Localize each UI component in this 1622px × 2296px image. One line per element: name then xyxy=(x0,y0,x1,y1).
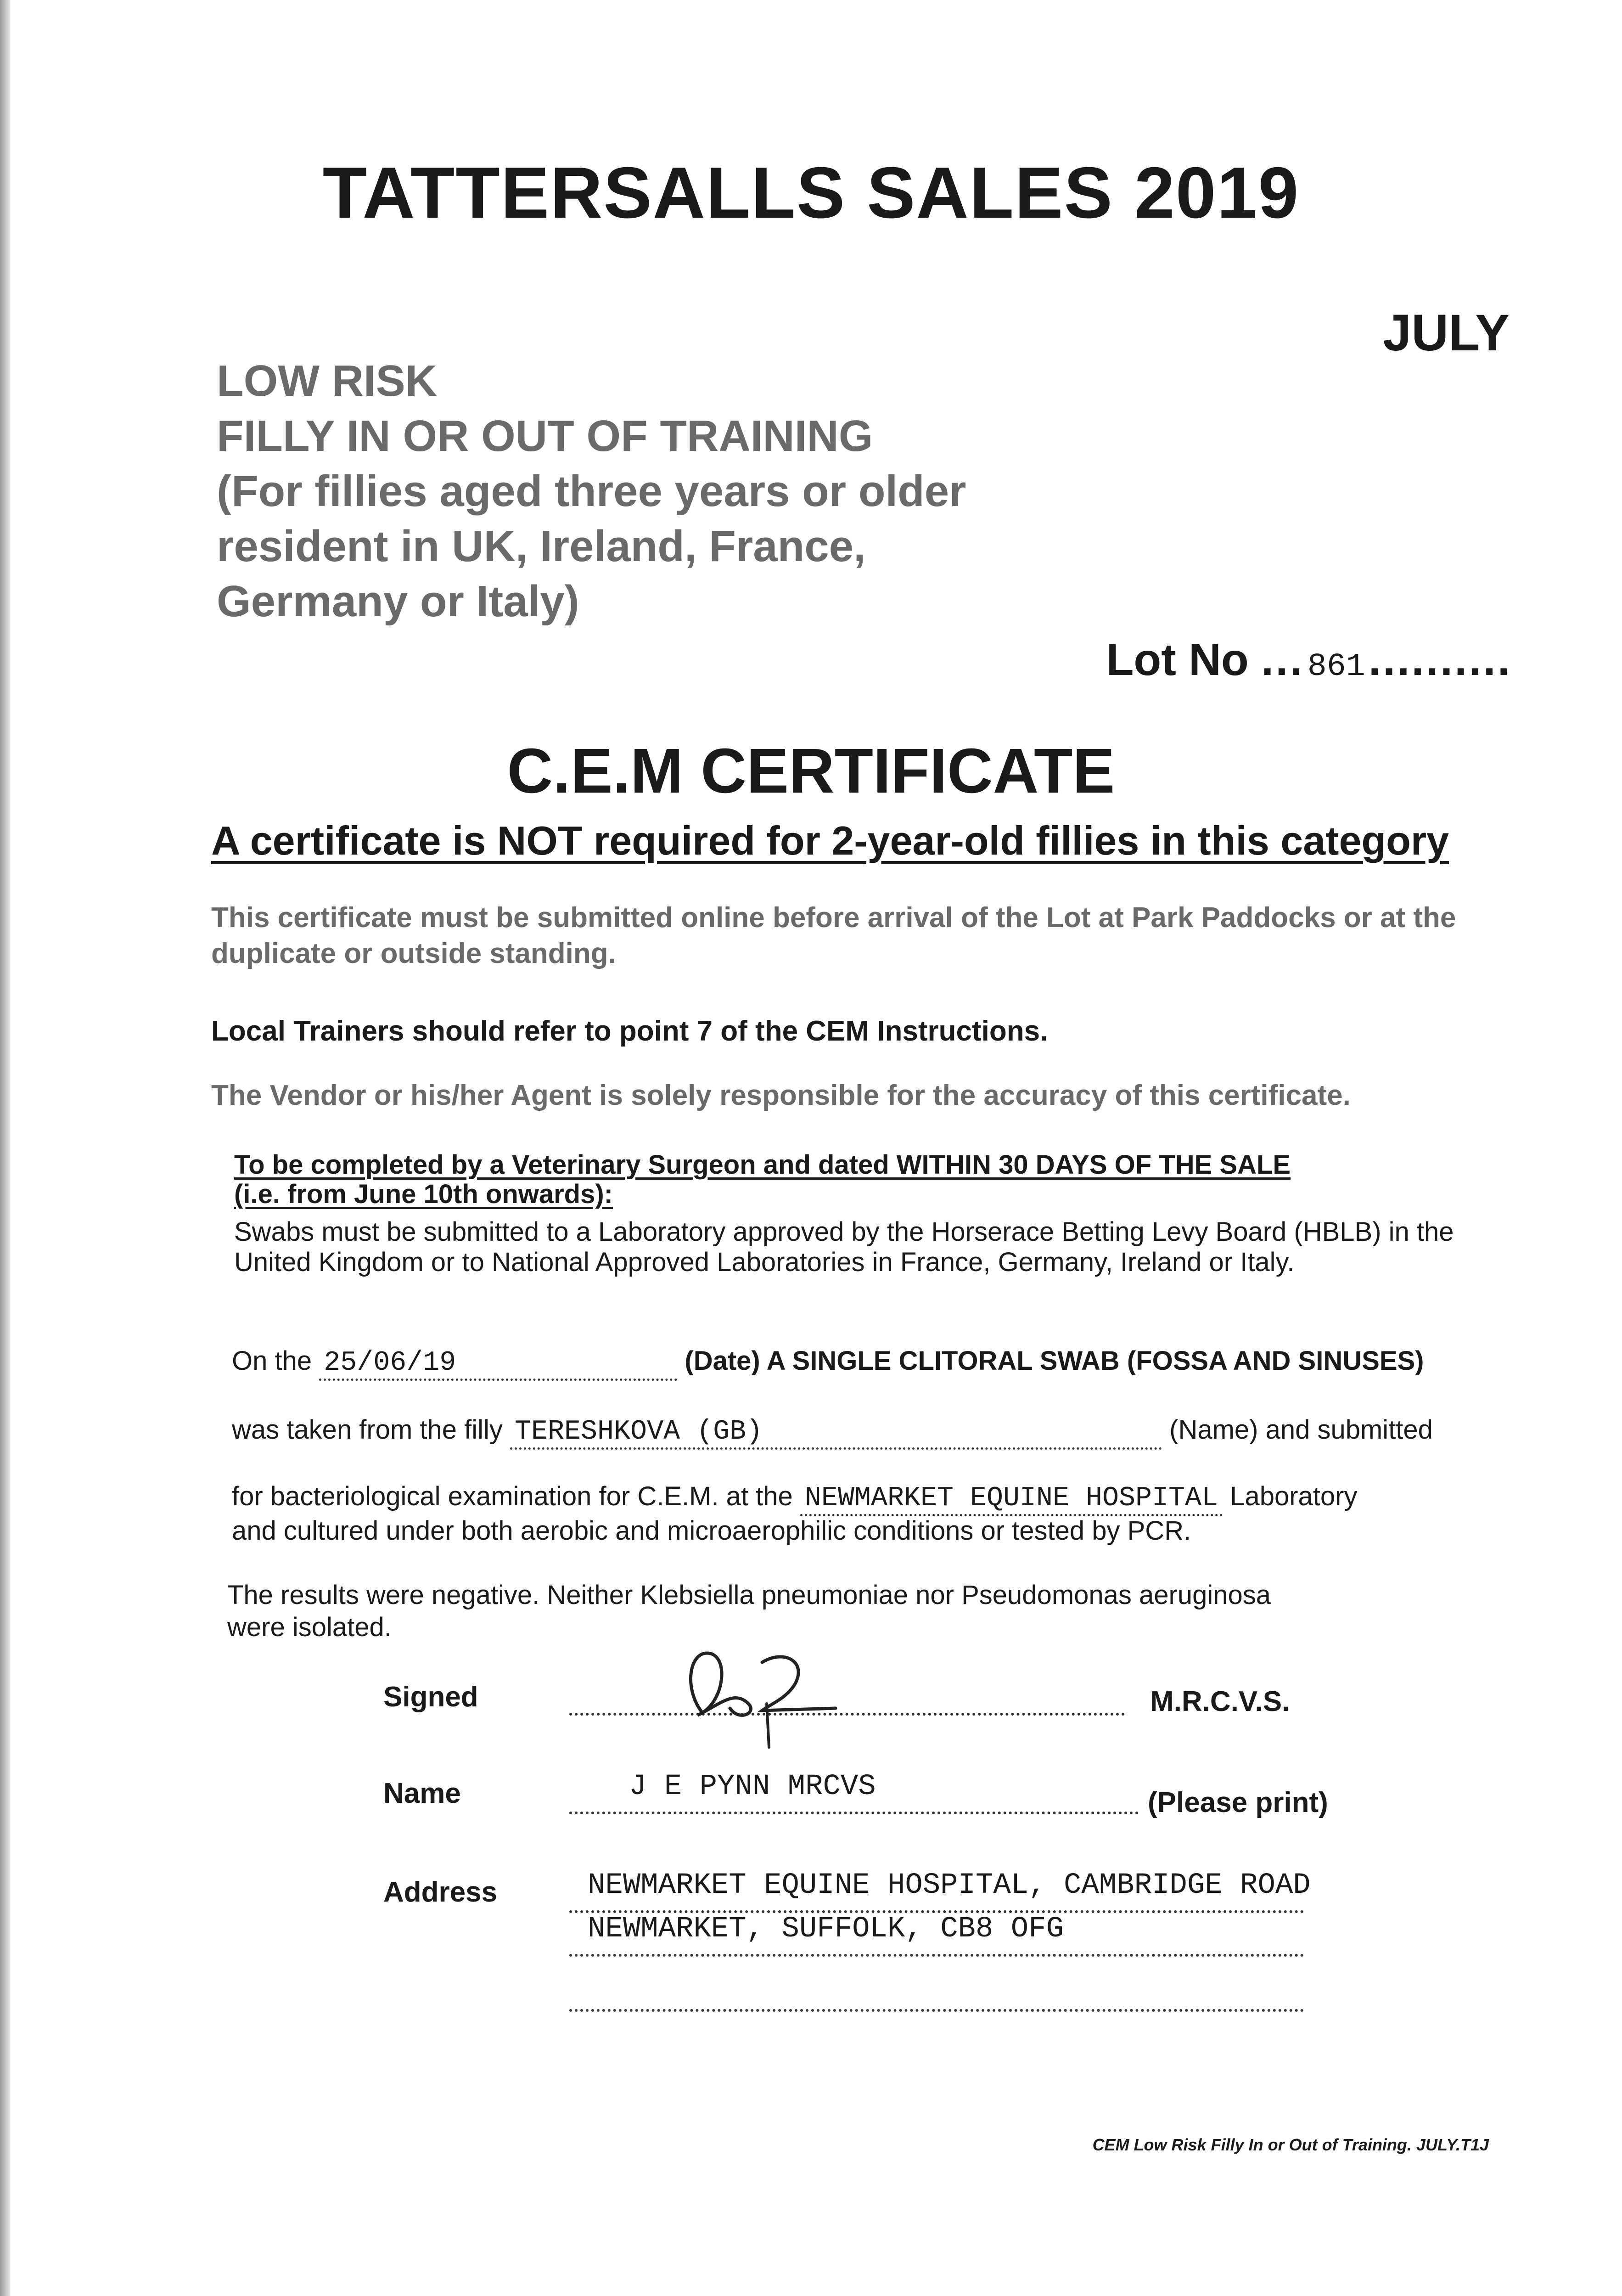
certificate-title: C.E.M CERTIFICATE xyxy=(507,736,1115,806)
submission-notice: This certificate must be submitted online before arrival of the Lot at Park Paddocks or at the duplicate or outside standing. xyxy=(211,902,1456,969)
vet-name-underline xyxy=(569,1812,1139,1814)
form-code-footer: CEM Low Risk Filly In or Out of Training. JULY.T1J xyxy=(1092,2135,1489,2154)
address-line-2-field[interactable]: NEWMARKET, SUFFOLK, CB8 OFG xyxy=(588,1913,1064,1946)
lot-number-value: 861 xyxy=(1307,649,1365,685)
category-line-1: LOW RISK xyxy=(217,356,437,405)
results-line-2: were isolated. xyxy=(227,1612,392,1642)
lot-label: Lot No xyxy=(1106,634,1249,685)
on-the-label: On the xyxy=(232,1346,312,1376)
sale-month: JULY xyxy=(1382,304,1510,361)
filly-name-field[interactable]: TERESHKOVA (GB) xyxy=(510,1416,1162,1450)
category-line-2: FILLY IN OR OUT OF TRAINING xyxy=(217,411,873,461)
lot-lead-dots: ... xyxy=(1261,634,1304,685)
local-trainers-notice: Local Trainers should refer to point 7 of the CEM Instructions. xyxy=(211,1015,1048,1047)
lot-number-field xyxy=(1106,634,1512,686)
lot-trail-dots: .......... xyxy=(1368,634,1512,685)
vet-heading-line-2: (i.e. from June 10th onwards): xyxy=(234,1179,613,1209)
signature-mark xyxy=(670,1635,863,1754)
lab-suffix: Laboratory xyxy=(1230,1481,1358,1511)
category-line-3: (For fillies aged three years or older xyxy=(217,467,966,516)
vet-heading xyxy=(234,1150,1291,1209)
swab-date-field[interactable]: 25/06/19 xyxy=(319,1347,677,1381)
culture-line: and cultured under both aerobic and microaerophilic conditions or tested by PCR. xyxy=(232,1516,1191,1546)
address-line-3-field[interactable] xyxy=(569,2009,1304,2012)
laboratory-line xyxy=(232,1481,1358,1516)
results-line-1: The results were negative. Neither Klebsiella pneumoniae nor Pseudomonas aeruginosa xyxy=(227,1580,1271,1610)
vet-heading-line-1: To be completed by a Veterinary Surgeon and dated WITHIN 30 DAYS OF THE SALE xyxy=(234,1150,1291,1180)
mrcvs-suffix: M.R.C.V.S. xyxy=(1150,1686,1290,1717)
address-line-1-field[interactable]: NEWMARKET EQUINE HOSPITAL, CAMBRIDGE ROAD xyxy=(588,1869,1311,1902)
vendor-notice: The Vendor or his/her Agent is solely responsible for the accuracy of this certificate. xyxy=(211,1080,1351,1111)
category-line-4: resident in UK, Ireland, France, xyxy=(217,522,866,571)
filly-line xyxy=(232,1414,1433,1450)
not-required-notice: A certificate is NOT required for 2-year-old fillies in this category xyxy=(211,818,1449,863)
name-suffix: (Name) and submitted xyxy=(1169,1415,1433,1445)
please-print-suffix: (Please print) xyxy=(1148,1787,1328,1818)
address-underline-2 xyxy=(569,1954,1304,1957)
swab-instructions: Swabs must be submitted to a Laboratory approved by the Horserace Betting Levy Board (HBLB) in the United Kingdom or to National Approved Laboratories in France, Germany, Ireland or Italy. xyxy=(234,1217,1454,1277)
category-block xyxy=(217,354,966,629)
scan-edge xyxy=(0,0,10,2296)
date-suffix: (Date) A SINGLE CLITORAL SWAB (FOSSA AND SINUSES) xyxy=(685,1346,1424,1376)
address-label: Address xyxy=(383,1876,498,1908)
date-line xyxy=(232,1345,1424,1381)
laboratory-field[interactable]: NEWMARKET EQUINE HOSPITAL xyxy=(800,1483,1223,1516)
exam-prefix: for bacteriological examination for C.E.M. at the xyxy=(232,1481,793,1511)
sales-title: TATTERSALLS SALES 2019 xyxy=(322,152,1300,233)
vet-name-field[interactable]: J E PYNN MRCVS xyxy=(629,1770,876,1803)
category-line-5: Germany or Italy) xyxy=(217,577,579,626)
signed-label: Signed xyxy=(383,1681,478,1713)
taken-from-label: was taken from the filly xyxy=(232,1415,503,1445)
name-label: Name xyxy=(383,1778,461,1809)
